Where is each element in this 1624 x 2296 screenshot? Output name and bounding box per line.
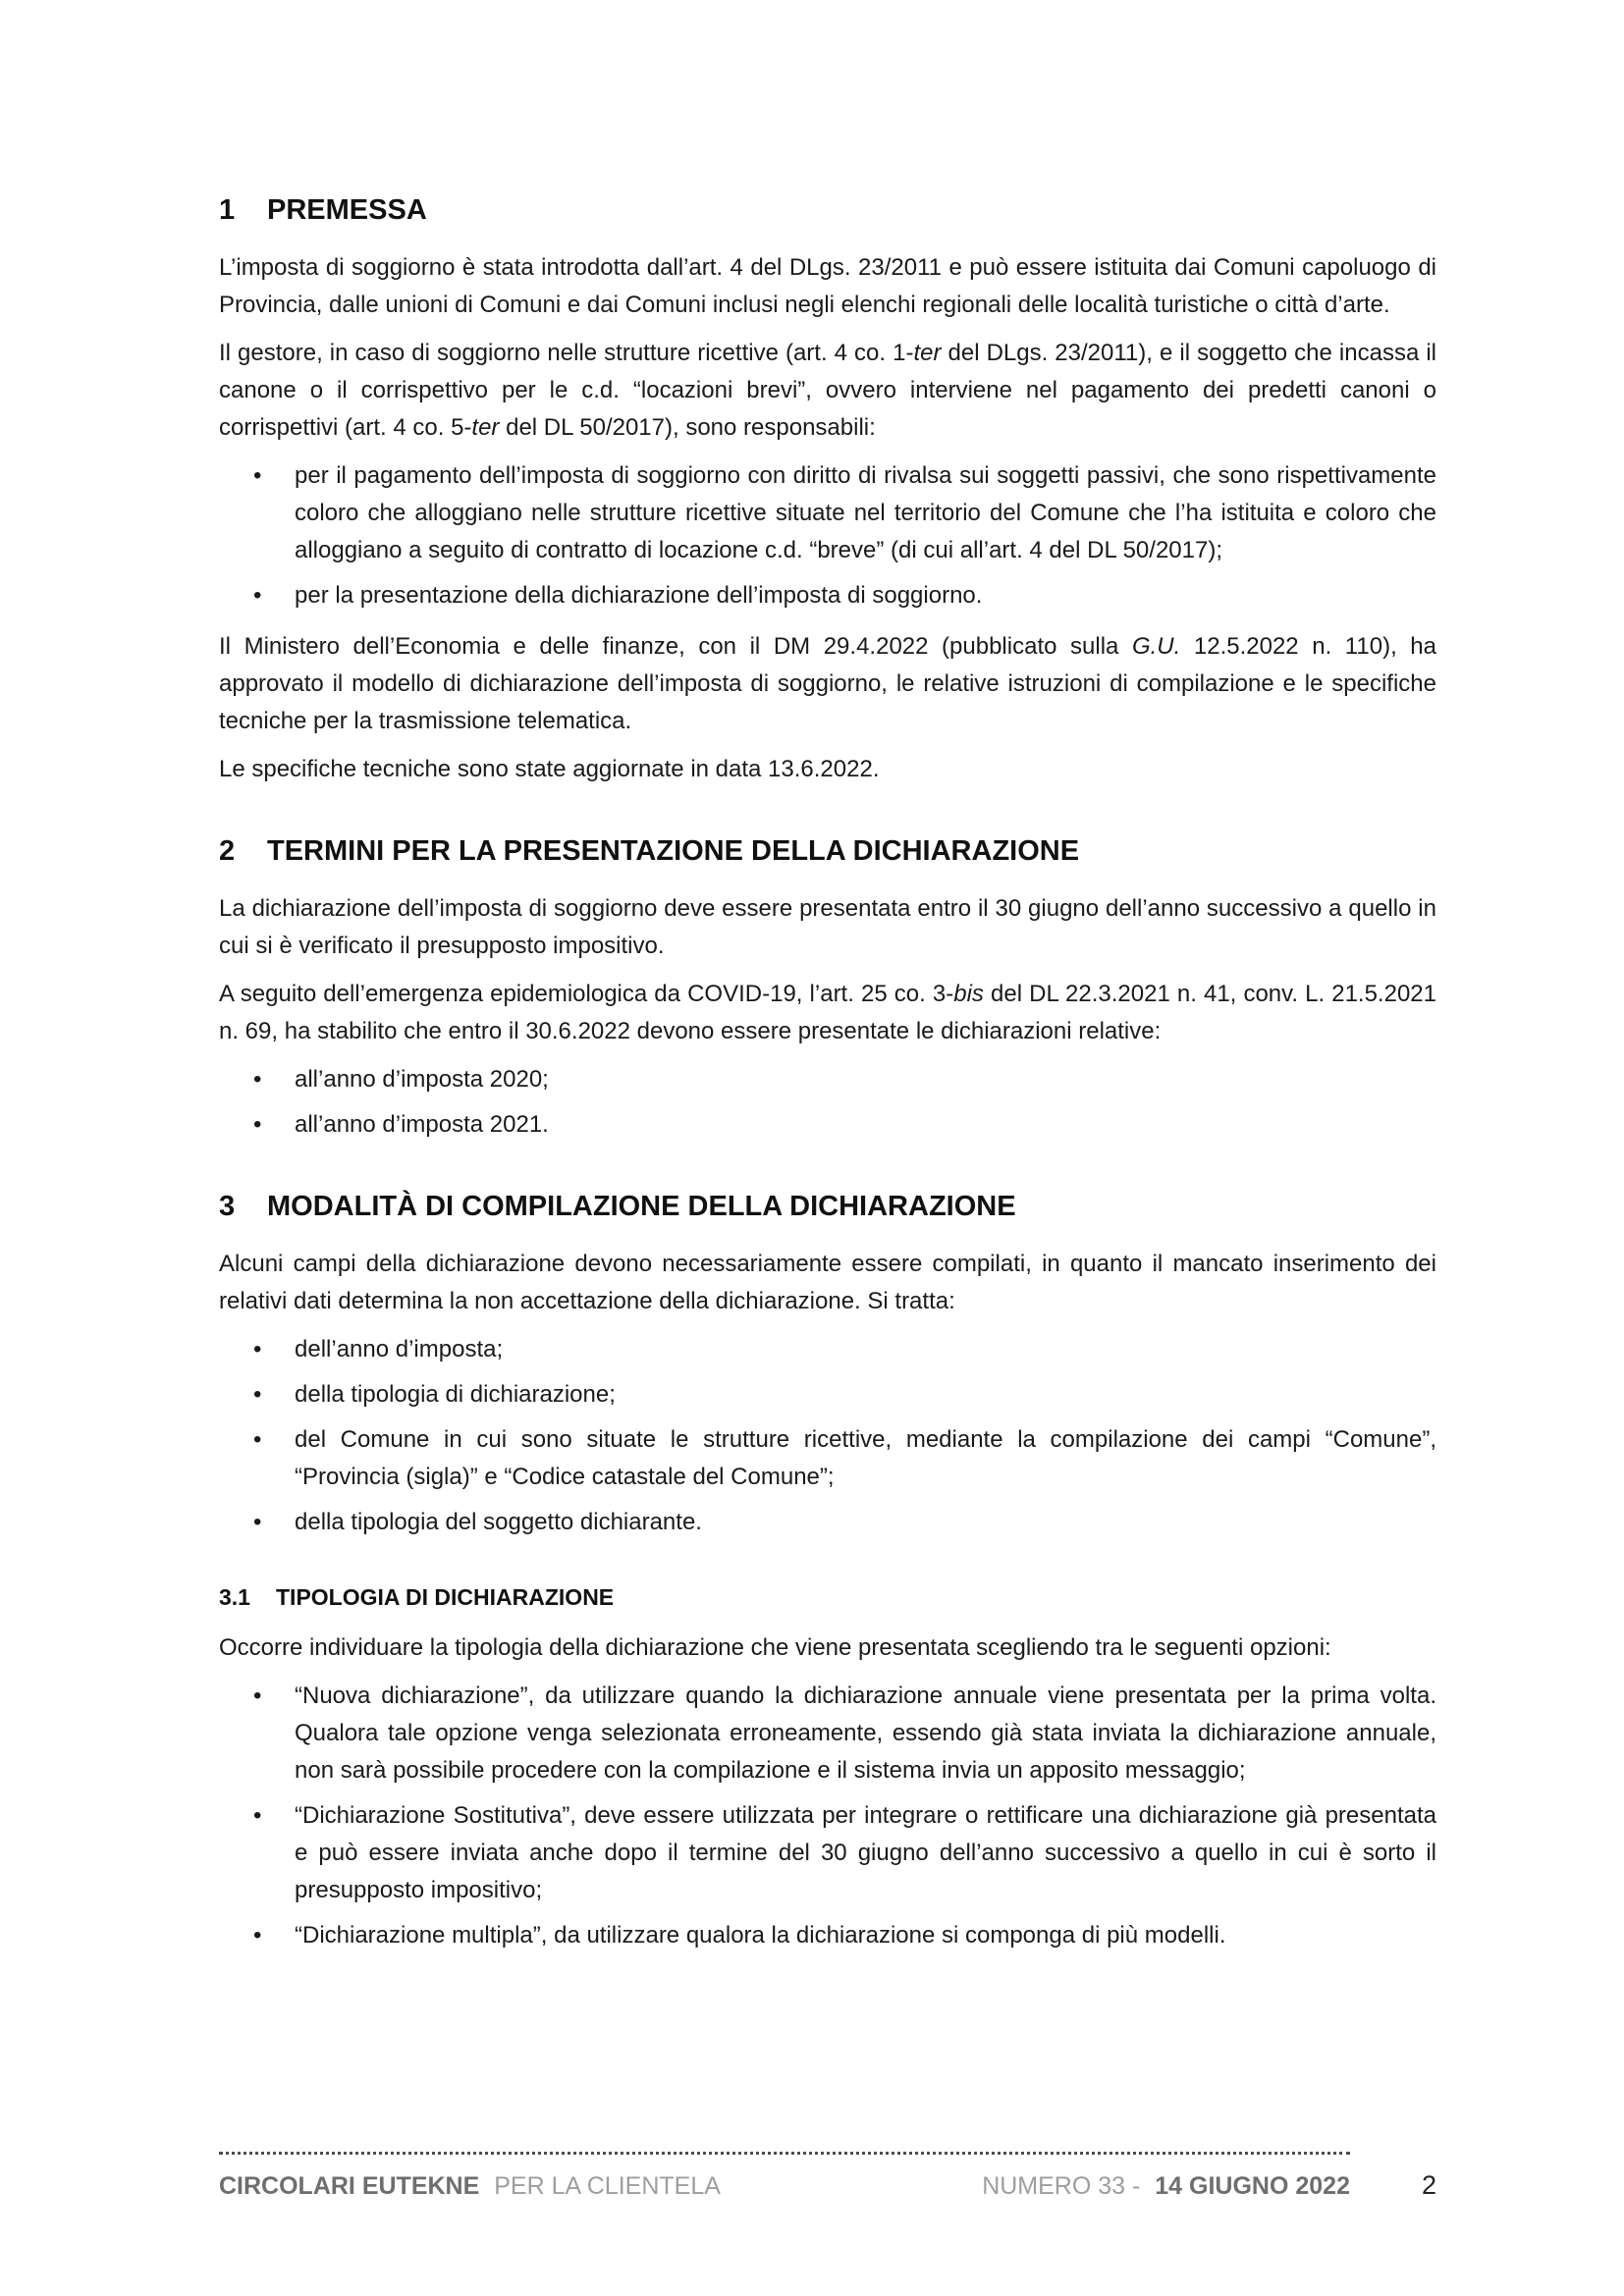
section-number: 1	[219, 194, 236, 226]
bullet-text: della tipologia del soggetto dichiarante.	[295, 1509, 702, 1535]
footer-issue-number: NUMERO 33 -	[982, 2172, 1141, 2200]
bullet-text: “Dichiarazione Sostitutiva”, deve essere utilizzata per integrare o rettificare una dichiarazione già presentata e può essere inviata anche dopo il termine del 30 giugno dell’anno successivo a quello in cui è sorto il presupposto impositivo;	[295, 1802, 1436, 1903]
bullet-icon: •	[253, 582, 262, 609]
paragraph: Alcuni campi della dichiarazione devono necessariamente essere compilati, in quanto il mancato inserimento dei relativi dati determina la non accettazione della dichiarazione. Si tratta:	[219, 1251, 1436, 1314]
section-heading	[219, 1189, 1436, 1224]
section-number: 3.1	[219, 1584, 250, 1610]
bullet-text: per il pagamento dell’imposta di soggiorno con diritto di rivalsa sui soggetti passivi, che sono rispettivamente coloro che alloggiano nelle strutture ricettive situate nel territorio del Comune che l’ha istituita e coloro che alloggiano a seguito di contratto di locazione c.d. “breve” (di cui all’art. 4 del DL 50/2017);	[295, 462, 1436, 563]
paragraph: Il Ministero dell’Economia e delle finanze, con il DM 29.4.2022 (pubblicato sulla G.U. 12.5.2022 n. 110), ha approvato il modello di dichiarazione dell’imposta di soggiorno, le relative istruzioni di compilazione e le specifiche tecniche per la trasmissione telematica.	[219, 633, 1436, 734]
paragraph: Occorre individuare la tipologia della dichiarazione che viene presentata scegliendo tra le seguenti opzioni:	[219, 1634, 1331, 1661]
bullet-icon: •	[253, 1426, 262, 1453]
bullet-item	[219, 1917, 1436, 1954]
bullet-item	[219, 1678, 1436, 1789]
page-number: 2	[1421, 2170, 1436, 2200]
bullet-icon: •	[253, 462, 262, 489]
bullet-text: per la presentazione della dichiarazione dell’imposta di soggiorno.	[295, 582, 983, 609]
bullet-text: del Comune in cui sono situate le strutture ricettive, mediante la compilazione dei campi “Comune”, “Provincia (sigla)” e “Codice catastale del Comune”;	[295, 1426, 1436, 1490]
bullet-text: dell’anno d’imposta;	[295, 1336, 504, 1362]
section-title: TIPOLOGIA DI DICHIARAZIONE	[276, 1584, 615, 1610]
section-title: MODALITÀ DI COMPILAZIONE DELLA DICHIARAZIONE	[267, 1191, 1016, 1222]
paragraph: L’imposta di soggiorno è stata introdotta dall’art. 4 del DLgs. 23/2011 e può essere istituita dai Comuni capoluogo di Provincia, dalle unioni di Comuni e dai Comuni inclusi negli elenchi regionali delle località turistiche o città d’arte.	[219, 254, 1436, 318]
bullet-item	[219, 1797, 1436, 1909]
footer-publication	[219, 2171, 721, 2201]
bullet-item	[219, 1106, 1436, 1144]
bullet-item	[219, 1421, 1436, 1496]
bullet-icon: •	[253, 1802, 262, 1829]
bullet-icon: •	[253, 1111, 262, 1138]
footer-divider	[219, 2152, 1350, 2155]
footer-brand-suffix: PER LA CLIENTELA	[494, 2172, 721, 2200]
bullet-list	[219, 1331, 1436, 1541]
bullet-list	[219, 1061, 1436, 1144]
section-number: 3	[219, 1191, 236, 1222]
bullet-item	[219, 1061, 1436, 1098]
footer-brand: CIRCOLARI EUTEKNE	[219, 2172, 480, 2200]
bullet-icon: •	[253, 1336, 262, 1362]
section-heading	[219, 1582, 1436, 1612]
bullet-icon: •	[253, 1922, 262, 1949]
page-footer	[219, 2152, 1436, 2201]
paragraph: Le specifiche tecniche sono state aggiornate in data 13.6.2022.	[219, 756, 880, 782]
bullet-text: all’anno d’imposta 2021.	[295, 1111, 549, 1138]
bullet-text: della tipologia di dichiarazione;	[295, 1381, 616, 1408]
bullet-item	[219, 1376, 1436, 1414]
paragraph: A seguito dell’emergenza epidemiologica da COVID-19, l’art. 25 co. 3-bis del DL 22.3.2021 n. 41, conv. L. 21.5.2021 n. 69, ha stabilito che entro il 30.6.2022 devono essere presentate le dichiarazioni relative:	[219, 981, 1436, 1044]
bullet-item	[219, 1504, 1436, 1541]
bullet-item	[219, 1331, 1436, 1368]
section-heading	[219, 833, 1436, 869]
footer-issue	[982, 2171, 1350, 2201]
bullet-item	[219, 457, 1436, 569]
section-heading	[219, 192, 1436, 228]
bullet-text: “Dichiarazione multipla”, da utilizzare qualora la dichiarazione si componga di più modelli.	[295, 1922, 1226, 1949]
bullet-list	[219, 1678, 1436, 1954]
bullet-list	[219, 457, 1436, 614]
bullet-item	[219, 577, 1436, 614]
bullet-icon: •	[253, 1381, 262, 1408]
bullet-icon: •	[253, 1682, 262, 1709]
section-title: TERMINI PER LA PRESENTAZIONE DELLA DICHIARAZIONE	[267, 835, 1080, 867]
section-title: PREMESSA	[267, 194, 427, 226]
bullet-text: “Nuova dichiarazione”, da utilizzare quando la dichiarazione annuale viene presentata per la prima volta. Qualora tale opzione venga selezionata erroneamente, essendo già stata inviata la dichiarazione annuale, non sarà possibile procedere con la compilazione e il sistema invia un apposito messaggio;	[295, 1682, 1436, 1784]
bullet-icon: •	[253, 1509, 262, 1535]
bullet-icon: •	[253, 1066, 262, 1093]
document-body	[219, 192, 1436, 1968]
footer-issue-date: 14 GIUGNO 2022	[1155, 2172, 1350, 2200]
bullet-text: all’anno d’imposta 2020;	[295, 1066, 549, 1093]
section-number: 2	[219, 835, 236, 867]
paragraph: La dichiarazione dell’imposta di soggiorno deve essere presentata entro il 30 giugno dell’anno successivo a quello in cui si è verificato il presupposto impositivo.	[219, 895, 1436, 959]
paragraph: Il gestore, in caso di soggiorno nelle strutture ricettive (art. 4 co. 1-ter del DLgs. 23/2011), e il soggetto che incassa il canone o il corrispettivo per le c.d. “locazioni brevi”, ovvero interviene nel pagamento dei predetti canoni o corrispettivi (art. 4 co. 5-ter del DL 50/2017), sono responsabili:	[219, 340, 1436, 441]
